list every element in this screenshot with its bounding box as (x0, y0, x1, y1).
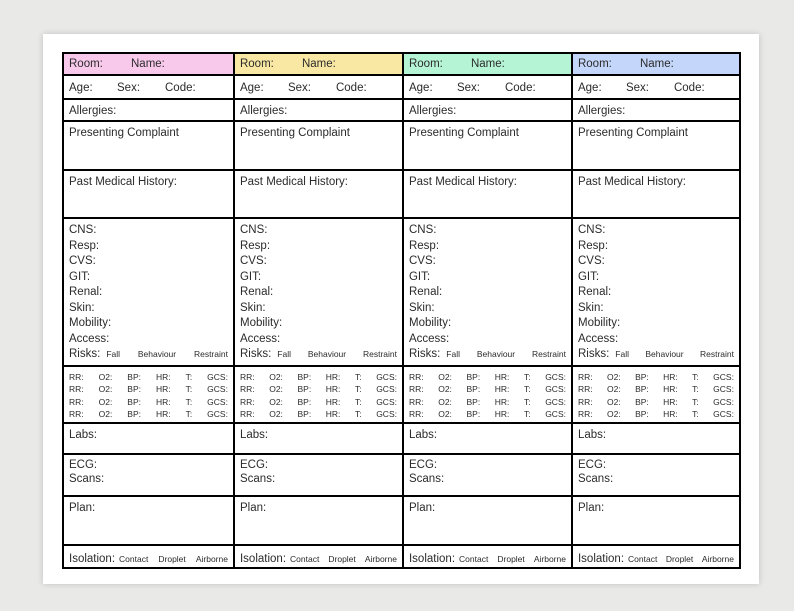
labs-label: Labs: (577, 428, 607, 441)
vital-label: RR: (69, 409, 84, 420)
vital-label: BP: (297, 409, 312, 420)
risks-row (240, 347, 397, 363)
labs-field[interactable] (573, 424, 739, 456)
vitals-row (69, 383, 228, 396)
vitals-row (409, 408, 566, 421)
age-label: Age: (577, 81, 602, 94)
vital-label: O2: (269, 396, 283, 407)
patient-column (233, 54, 402, 567)
system-label: Access: (408, 332, 450, 345)
allergies-field[interactable] (235, 100, 402, 123)
vital-label: O2: (98, 371, 113, 382)
isolation-option[interactable]: Droplet (328, 554, 356, 564)
vital-label: HR: (663, 409, 678, 420)
past-medical-history-label: Past Medical History: (408, 175, 517, 188)
vital-label: RR: (408, 371, 424, 382)
room-name-row[interactable] (235, 54, 402, 76)
age-sex-code-row[interactable] (235, 76, 402, 100)
risk-option[interactable]: Restraint (699, 349, 734, 360)
vital-label: HR: (325, 384, 341, 395)
vital-label: T: (692, 409, 699, 420)
vital-label: GCS: (545, 371, 566, 382)
patient-handover-grid (62, 52, 741, 569)
vital-label: RR: (577, 409, 593, 420)
risk-option[interactable]: Behaviour (476, 349, 516, 360)
age-label: Age: (408, 81, 433, 94)
ecg-scans-field[interactable] (404, 455, 571, 496)
system-label: Mobility: (239, 317, 283, 330)
system-label: Mobility: (408, 317, 452, 330)
sex-label: Sex: (625, 81, 649, 94)
system-label: Mobility: (69, 317, 112, 330)
name-label: Name: (639, 58, 674, 70)
risk-option[interactable]: Behaviour (137, 349, 177, 360)
vital-label: O2: (607, 396, 621, 407)
vital-label: HR: (663, 384, 678, 395)
system-label: CVS: (408, 255, 436, 268)
code-label: Code: (504, 81, 536, 94)
risks-label: Risks: (69, 348, 101, 361)
isolation-option[interactable]: Airborne (195, 554, 228, 564)
labs-field[interactable] (404, 424, 571, 456)
plan-field[interactable] (64, 497, 233, 546)
vital-label: GCS: (713, 396, 734, 407)
age-sex-code-row[interactable] (64, 76, 233, 100)
vital-label: RR: (239, 396, 255, 407)
isolation-row (64, 546, 233, 567)
risk-option[interactable]: Restraint (362, 349, 397, 360)
sex-label: Sex: (456, 81, 480, 94)
labs-label: Labs: (69, 428, 98, 441)
vital-label: GCS: (713, 371, 734, 382)
isolation-option[interactable]: Contact (290, 554, 320, 564)
vital-label: HR: (494, 396, 510, 407)
scans-label: Scans: (577, 473, 614, 486)
systems-review-field[interactable] (64, 219, 233, 367)
vitals-row (578, 371, 734, 384)
system-label: Resp: (69, 239, 100, 252)
system-label: GIT: (239, 270, 262, 283)
vital-label: T: (692, 396, 699, 407)
vitals-row (240, 396, 397, 409)
room-name-row[interactable] (404, 54, 571, 76)
vitals-row (409, 396, 566, 409)
vital-label: O2: (438, 409, 452, 420)
vital-label: GCS: (376, 396, 397, 407)
vital-label: BP: (466, 396, 481, 407)
room-name-labels (240, 58, 397, 70)
labs-label: Labs: (239, 428, 269, 441)
vital-label: BP: (635, 396, 649, 407)
vital-label: BP: (635, 371, 649, 382)
room-name-labels (69, 58, 228, 70)
isolation-option[interactable]: Airborne (364, 554, 397, 564)
vitals-row (240, 408, 397, 421)
vital-label: RR: (408, 396, 424, 407)
vital-label: T: (523, 371, 531, 382)
isolation-label: Isolation: (69, 553, 116, 565)
vital-label: GCS: (545, 396, 566, 407)
ecg-scans-field[interactable] (573, 455, 739, 496)
allergies-label: Allergies: (577, 104, 626, 117)
presenting-complaint-field[interactable] (64, 122, 233, 170)
allergies-label: Allergies: (408, 104, 457, 117)
vital-label: BP: (466, 409, 481, 420)
vital-label: HR: (663, 396, 678, 407)
vital-label: T: (523, 396, 531, 407)
risks-label: Risks: (239, 348, 272, 361)
systems-review-field[interactable] (235, 219, 402, 367)
isolation-options (628, 554, 734, 564)
vital-label: BP: (127, 409, 141, 420)
vital-label: HR: (663, 371, 678, 382)
vital-label: HR: (494, 409, 510, 420)
risk-option[interactable]: Restraint (193, 349, 228, 360)
risks-label: Risks: (408, 348, 441, 361)
vital-label: T: (354, 384, 362, 395)
ecg-scans-field[interactable] (235, 455, 402, 496)
risk-option[interactable]: Fall (106, 349, 121, 360)
isolation-option[interactable]: Contact (459, 554, 489, 564)
isolation-option[interactable]: Droplet (497, 554, 525, 564)
patient-column (402, 54, 571, 567)
patient-column (571, 54, 739, 567)
isolation-option[interactable]: Contact (119, 554, 149, 564)
vital-label: HR: (325, 409, 341, 420)
allergies-label: Allergies: (69, 104, 117, 117)
vital-label: HR: (155, 409, 171, 420)
room-label: Room: (408, 58, 443, 70)
risks-row (578, 347, 734, 363)
presenting-complaint-field[interactable] (235, 122, 402, 170)
vital-label: HR: (494, 384, 510, 395)
isolation-row (404, 546, 571, 567)
vital-label: GCS: (545, 409, 566, 420)
vitals-field[interactable] (235, 367, 402, 424)
code-label: Code: (673, 81, 705, 94)
vital-label: O2: (438, 384, 452, 395)
past-medical-history-field[interactable] (64, 171, 233, 219)
name-label: Name: (301, 58, 336, 70)
vital-label: O2: (607, 371, 621, 382)
system-label: CNS: (408, 224, 437, 237)
systems-review-field[interactable] (573, 219, 739, 367)
vital-label: O2: (269, 384, 283, 395)
allergies-field[interactable] (404, 100, 571, 123)
vital-label: T: (354, 396, 362, 407)
vital-label: BP: (127, 371, 141, 382)
plan-label: Plan: (577, 501, 605, 514)
isolation-options (290, 554, 397, 564)
risks-row (409, 347, 566, 363)
vital-label: HR: (494, 371, 510, 382)
labs-field[interactable] (64, 424, 233, 456)
vital-label: GCS: (207, 371, 228, 382)
isolation-option[interactable]: Airborne (701, 554, 734, 564)
vitals-row (69, 371, 228, 384)
past-medical-history-label: Past Medical History: (69, 175, 178, 188)
vitals-field[interactable] (404, 367, 571, 424)
vital-label: BP: (127, 384, 141, 395)
system-label: Skin: (408, 301, 435, 314)
isolation-label: Isolation: (408, 553, 456, 565)
system-label: Access: (69, 332, 110, 345)
vital-label: BP: (127, 396, 141, 407)
name-label: Name: (470, 58, 505, 70)
allergies-label: Allergies: (239, 104, 288, 117)
plan-label: Plan: (239, 501, 267, 514)
risk-option[interactable]: Behaviour (645, 349, 684, 360)
vital-label: RR: (408, 409, 424, 420)
system-label: Renal: (577, 286, 612, 299)
vital-label: HR: (155, 384, 171, 395)
code-label: Code: (335, 81, 367, 94)
ecg-label: ECG: (577, 459, 607, 472)
vitals-row (578, 408, 734, 421)
isolation-options (459, 554, 566, 564)
vital-label: T: (354, 409, 362, 420)
past-medical-history-label: Past Medical History: (577, 175, 686, 188)
vital-label: O2: (269, 409, 283, 420)
isolation-line (240, 553, 397, 565)
vital-label: RR: (69, 396, 84, 407)
scans-label: Scans: (239, 473, 276, 486)
isolation-row (573, 546, 739, 567)
vital-label: T: (185, 409, 193, 420)
risks-row (69, 347, 228, 363)
ecg-label: ECG: (69, 459, 98, 472)
room-label: Room: (577, 58, 612, 70)
vital-label: BP: (297, 396, 312, 407)
risk-option[interactable]: Behaviour (307, 349, 347, 360)
age-sex-code-labels (409, 82, 566, 94)
vital-label: O2: (607, 384, 621, 395)
vital-label: GCS: (376, 371, 397, 382)
system-label: Skin: (239, 301, 266, 314)
system-label: CNS: (239, 224, 268, 237)
isolation-row (235, 546, 402, 567)
vital-label: T: (185, 384, 193, 395)
allergies-field[interactable] (64, 100, 233, 123)
scans-label: Scans: (408, 473, 445, 486)
room-name-labels (409, 58, 566, 70)
system-label: GIT: (408, 270, 431, 283)
allergies-field[interactable] (573, 100, 739, 123)
room-name-row[interactable] (64, 54, 233, 76)
ecg-scans-field[interactable] (64, 455, 233, 496)
vital-label: GCS: (376, 409, 397, 420)
vital-label: RR: (577, 371, 593, 382)
vital-label: T: (523, 409, 531, 420)
plan-field[interactable] (573, 497, 739, 546)
vitals-row (409, 371, 566, 384)
isolation-option[interactable]: Airborne (533, 554, 566, 564)
vital-label: RR: (239, 409, 255, 420)
vital-label: GCS: (545, 384, 566, 395)
past-medical-history-field[interactable] (573, 171, 739, 219)
vital-label: BP: (297, 384, 312, 395)
age-label: Age: (69, 81, 93, 94)
system-label: CVS: (69, 255, 96, 268)
risk-options (446, 347, 566, 363)
system-label: Renal: (239, 286, 274, 299)
risk-option[interactable]: Fall (615, 349, 629, 360)
system-label: CVS: (239, 255, 267, 268)
vital-label: BP: (635, 384, 649, 395)
vitals-row (409, 383, 566, 396)
presenting-complaint-field[interactable] (404, 122, 571, 170)
risk-options (615, 347, 734, 363)
isolation-label: Isolation: (239, 553, 287, 565)
vital-label: T: (692, 384, 699, 395)
vital-label: RR: (69, 384, 84, 395)
vital-label: GCS: (713, 409, 734, 420)
vitals-row (578, 383, 734, 396)
scans-label: Scans: (69, 473, 105, 486)
patient-column (64, 54, 233, 567)
system-label: Resp: (408, 239, 440, 252)
past-medical-history-field[interactable] (404, 171, 571, 219)
vital-label: RR: (239, 384, 255, 395)
vital-label: O2: (269, 371, 283, 382)
sex-label: Sex: (117, 81, 141, 94)
vitals-row (69, 396, 228, 409)
room-name-row[interactable] (573, 54, 739, 76)
system-label: Renal: (69, 286, 103, 299)
vital-label: O2: (438, 371, 452, 382)
room-name-labels (578, 58, 734, 70)
risk-option[interactable]: Fall (446, 349, 460, 360)
vital-label: RR: (69, 371, 84, 382)
presenting-complaint-label: Presenting Complaint (408, 127, 519, 140)
presenting-complaint-field[interactable] (573, 122, 739, 170)
vital-label: BP: (466, 384, 481, 395)
vital-label: O2: (98, 409, 113, 420)
room-label: Room: (69, 58, 103, 70)
system-label: CNS: (69, 224, 97, 237)
age-sex-code-labels (240, 82, 397, 94)
systems-review-field[interactable] (404, 219, 571, 367)
vital-label: O2: (438, 396, 452, 407)
system-label: GIT: (577, 270, 600, 283)
vital-label: RR: (239, 371, 255, 382)
vital-label: GCS: (713, 384, 734, 395)
vital-label: GCS: (207, 396, 228, 407)
system-label: Renal: (408, 286, 443, 299)
vital-label: T: (185, 396, 193, 407)
age-sex-code-labels (578, 82, 734, 94)
vitals-row (578, 396, 734, 409)
vital-label: RR: (577, 384, 593, 395)
vital-label: O2: (98, 396, 113, 407)
vital-label: RR: (577, 396, 593, 407)
vital-label: HR: (155, 371, 171, 382)
vital-label: HR: (155, 396, 171, 407)
vital-label: O2: (98, 384, 113, 395)
ecg-label: ECG: (239, 459, 269, 472)
risk-options (277, 347, 397, 363)
room-label: Room: (239, 58, 274, 70)
vital-label: HR: (325, 371, 341, 382)
system-label: Skin: (577, 301, 604, 314)
name-label: Name: (131, 58, 165, 70)
isolation-option[interactable]: Droplet (665, 554, 694, 564)
vital-label: BP: (466, 371, 481, 382)
vital-label: T: (185, 371, 193, 382)
labs-label: Labs: (408, 428, 438, 441)
isolation-line (578, 553, 734, 565)
plan-label: Plan: (69, 501, 96, 514)
vital-label: BP: (635, 409, 649, 420)
plan-field[interactable] (235, 497, 402, 546)
vitals-row (240, 383, 397, 396)
vital-label: GCS: (207, 409, 228, 420)
past-medical-history-label: Past Medical History: (239, 175, 348, 188)
vitals-field[interactable] (573, 367, 739, 424)
system-label: Access: (577, 332, 619, 345)
presenting-complaint-label: Presenting Complaint (239, 127, 350, 140)
risk-option[interactable]: Restraint (531, 349, 566, 360)
system-label: Resp: (577, 239, 609, 252)
age-sex-code-row[interactable] (573, 76, 739, 100)
plan-label: Plan: (408, 501, 436, 514)
code-label: Code: (165, 81, 196, 94)
vital-label: T: (692, 371, 699, 382)
isolation-option[interactable]: Contact (628, 554, 658, 564)
isolation-label: Isolation: (577, 553, 625, 565)
age-sex-code-row[interactable] (404, 76, 571, 100)
system-label: CNS: (577, 224, 606, 237)
system-label: Resp: (239, 239, 271, 252)
vital-label: RR: (408, 384, 424, 395)
presenting-complaint-label: Presenting Complaint (577, 127, 688, 140)
vital-label: BP: (297, 371, 312, 382)
isolation-options (119, 554, 228, 564)
risks-label: Risks: (577, 348, 610, 361)
system-label: Access: (239, 332, 281, 345)
risk-option[interactable]: Fall (277, 349, 291, 360)
labs-field[interactable] (235, 424, 402, 456)
age-label: Age: (239, 81, 264, 94)
system-label: GIT: (69, 270, 91, 283)
sex-label: Sex: (287, 81, 311, 94)
age-sex-code-labels (69, 82, 228, 94)
vital-label: O2: (607, 409, 621, 420)
plan-field[interactable] (404, 497, 571, 546)
presenting-complaint-label: Presenting Complaint (69, 127, 179, 140)
vital-label: GCS: (376, 384, 397, 395)
system-label: CVS: (577, 255, 605, 268)
vital-label: HR: (325, 396, 341, 407)
system-label: Mobility: (577, 317, 621, 330)
past-medical-history-field[interactable] (235, 171, 402, 219)
vital-label: T: (523, 384, 531, 395)
vital-label: GCS: (207, 384, 228, 395)
vitals-row (69, 408, 228, 421)
isolation-line (69, 553, 228, 565)
isolation-option[interactable]: Droplet (158, 554, 186, 564)
vitals-field[interactable] (64, 367, 233, 424)
risk-options (106, 347, 228, 363)
isolation-line (409, 553, 566, 565)
system-label: Skin: (69, 301, 95, 314)
vital-label: T: (354, 371, 362, 382)
vitals-row (240, 371, 397, 384)
ecg-label: ECG: (408, 459, 438, 472)
